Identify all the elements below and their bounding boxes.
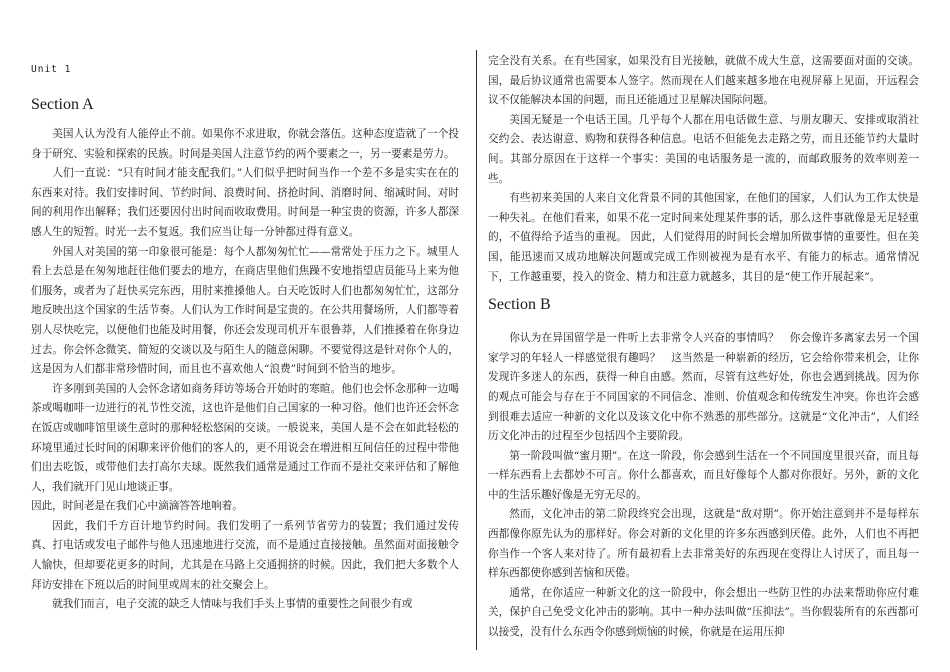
section-b-title: Section B (488, 296, 551, 314)
paragraph: 完全没有关系。在有些国家，如果没有目光接触，就做不成大生意，这需要面对面的交谈。国，最后协议通常也需要本人签字。然而现在人们越来越多地在电视屏幕上见面，开远程会议不仅能解决本国的问题，而且还能通过卫星解决国际问题。 (488, 55, 919, 107)
paragraph: 你认为在异国留学是一件听上去非常令人兴奋的事情吗？ 你会像许多离家去另一个国家学习的年轻人一样感觉很有趣吗？ 这当然是一种崭新的经历，它会给你带来机会，让你发现许多迷人的东西，获得一种自由感。然而，尽管有这些好处，你也会遇到挑战。因为你的观点可能会与存在于不同国家的不同信念、准则、价值观念和传统发生冲突。你也许会感到很难去适应一种新的文化以及该文化中你不熟悉的那些部分。这就是“文化冲击”，人们经历文化冲击的过程至少包括四个主要阶段。 (488, 332, 919, 443)
column-divider (476, 50, 477, 650)
paragraph: 通常，在你适应一种新文化的这一阶段中，你会想出一些防卫性的办法来帮助你应付难关，保护自己免受文化冲击的影响。其中一种办法叫做“压抑法”。当你假装所有的东西都可以接受，没有什么东西令你感到烦恼的时候，你就是在运用压抑 (488, 586, 919, 639)
paragraph: 人们一直说：“只有时间才能支配我们。”人们似乎把时间当作一个差不多是实实在在的东西来对待。我们安排时间、节约时间、浪费时间、挤抢时间、消磨时间、缩减时间、对时间的利用作出解释；我们还要因付出时间而收取费用。时间是一种宝贵的资源，许多人都深感人生的短暂。时光一去不复返。我们应当让每一分钟都过得有意义。 (31, 167, 459, 238)
paragraph: 许多刚到美国的人会怀念诸如商务拜访等场合开始时的寒暄。他们也会怀念那种一边喝茶或喝咖啡一边进行的礼节性交流，这也许是他们自己国家的一种习俗。他们也许还会怀念在饭店或咖啡馆里谈生意时的那种轻松悠闲的交谈。一般说来，美国人是不会在如此轻松的环境里通过长时间的闲聊来评价他们的客人的，更不用说会在增进相互间信任的过程中带他们出去吃饭，或带他们去打高尔夫球。既然我们通常是通过工作而不是社交来评估和了解他人，我们就开门见山地谈正事。 (31, 382, 459, 493)
paragraph: 然而，文化冲击的第二阶段终究会出现，这就是“敌对期”。你开始注意到并不是每样东西都像你原先认为的那样好。你会对新的文化里的许多东西感到厌倦。此外，人们也不再把你当作一个客人来对待了。所有最初看上去非常美好的东西现在变得让人讨厌了，而且每一样东西都使你感到苦恼和厌倦。 (488, 508, 919, 580)
left-column (31, 125, 459, 615)
paragraph: 第一阶段叫做“蜜月期”。在这一阶段，你会感到生活在一个不同国度里很兴奋，而且每一样东西看上去都妙不可言。你什么都喜欢，而且好像每个人都对你很好。另外，新的文化中的生活乐趣好像是无穷无尽的。 (488, 449, 919, 501)
paragraph: 美国人认为没有人能停止不前。如果你不求进取，你就会落伍。这种态度造就了一个投身于研究、实验和探索的民族。时间是美国人注意节约的两个要素之一，另一要素是劳力。 (31, 128, 459, 160)
paragraph: 外国人对美国的第一印象很可能是：每个人都匆匆忙忙——常常处于压力之下。城里人看上去总是在匆匆地赶往他们要去的地方，在商店里他们焦躁不安地指望店员能马上来为他们服务，或者为了赶快买完东西，用肘来推搡他人。白天吃饭时人们也都匆匆忙忙，这部分地反映出这个国家的生活节奏。人们认为工作时间是宝贵的。在公共用餐场所，人们都等着别人尽快吃完，以便他们也能及时用餐，你还会发现司机开车很鲁莽，人们推搡着在你身边过去。你会怀念微笑、简短的交谈以及与陌生人的随意闲聊。不要觉得这是针对你个人的，这是因为人们都非常珍惜时间，而且也不喜欢他人“浪费”时间到不恰当的地步。 (31, 245, 459, 376)
unit-label: Unit 1 (31, 64, 72, 75)
right-column (488, 52, 919, 643)
paragraph: 因此，我们千方百计地节约时间。我们发明了一系列节省劳力的装置；我们通过发传真、打电话或发电子邮件与他人迅速地进行交流，而不是通过直接接触。虽然面对面接触令人愉快，但却要花更多的时间，尤其是在马路上交通拥挤的时候。因此，我们把大多数个人拜访安排在下班以后的时间里或周末的社交聚会上。 (31, 519, 459, 591)
section-a-title: Section A (31, 96, 94, 113)
paragraph: 美国无疑是一个电话王国。几乎每个人都在用电话做生意、与朋友聊天、安排或取消社交约会、表达谢意、购物和获得各种信息。电话不但能免去走路之劳，而且还能节约大量时间。其部分原因在于这样一个事实：美国的电话服务是一流的，而邮政服务的效率则差一些。 (488, 113, 919, 185)
paragraph: 就我们而言，电子交流的缺乏人情味与我们手头上事情的重要性之间很少有或 (52, 598, 413, 611)
paragraph: 有些初来美国的人来自文化背景不同的其他国家，在他们的国家，人们认为工作太快是一种失礼。在他们看来，如果不花一定时间来处理某件事的话，那么这件事就像是无足轻重的，不值得给予适当的重视。 因此，人们觉得用的时间长会增加所做事情的重要性。但在美国，能迅速而又成功地解决问题或完成工作则被视为是有水平、有能力的标志。通常情况下，工作越重要，投入的资金、精力和注意力就越多，其目的是“使工作开展起来”。 (488, 192, 919, 283)
paragraph: 因此，时间老是在我们心中滴滴答答地响着。 (31, 500, 243, 513)
